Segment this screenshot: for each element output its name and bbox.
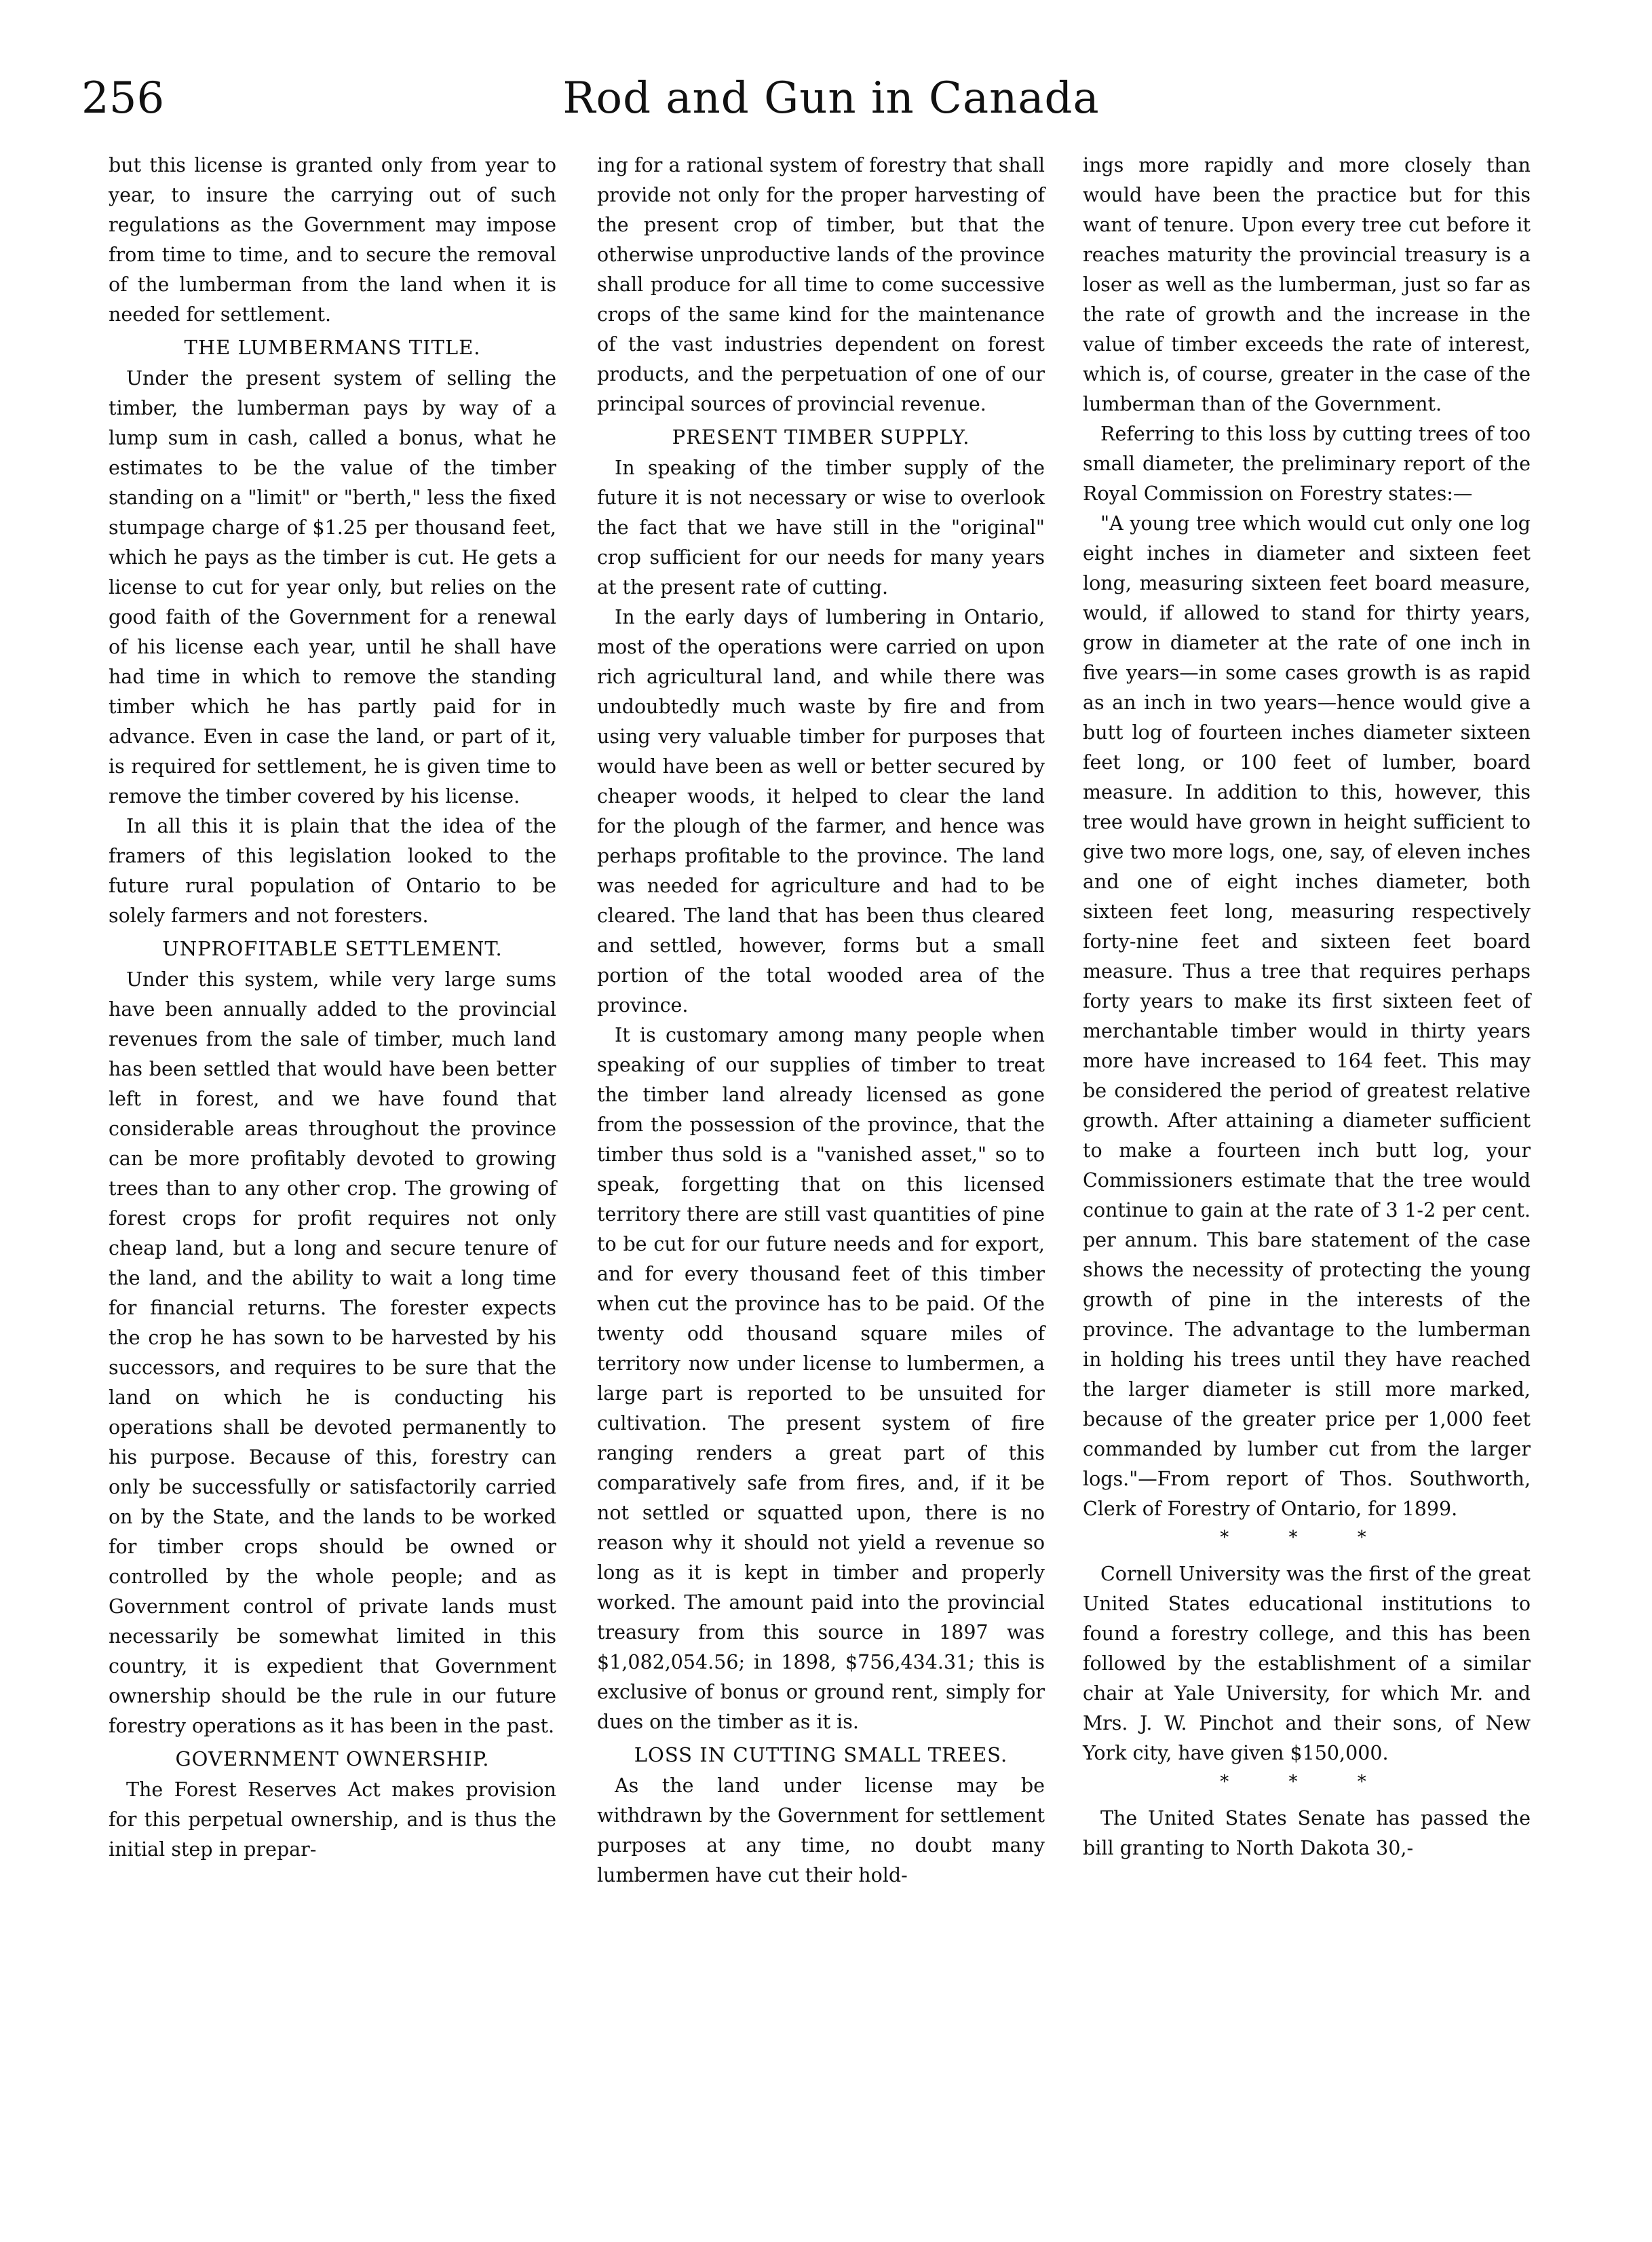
paragraph: Under the present system of selling the timber, the lumberman pays by way of a lump sum in cash, called a bonus, what he estimates to be the value of the timber standing on a "limit" or "berth," less the fixed stumpage charge of $1.25 per thousand feet, which he pays as the timber is cut. He gets a license to cut for year only, but relies on the good faith of the Government for a renewal of his license each year, until he shall have had time in which to remove the standing timber which he has partly paid for in advance. Even in case the land, or part of it, is required for settlement, he is given time to remove the timber covered by his license. — [109, 367, 556, 808]
paragraph: In the early days of lumbering in Ontario, most of the operations were carried on upon rich agricultural land, and while there was undoubtedly much waste by fire and from using very valuable timber for purposes that would have been as well or better secured by cheaper woods, it helped to clear the land for the plough of the farmer, and hence was perhaps profitable to the province. The land was needed for agriculture and had to be cleared. The land that has been thus cleared and settled, however, forms but a small portion of the total wooded area of the province. — [597, 606, 1045, 1016]
section-heading: LOSS IN CUTTING SMALL TREES. — [634, 1743, 1008, 1766]
page-number: 256 — [81, 73, 165, 124]
paragraph: It is customary among many people when speaking of our supplies of timber to treat the timber land already licensed as gone from the possession of the province, that the timber thus sold is a "vanished asset," so to speak, forgetting that on this licensed territory there are still vast quantities of pine to be cut for our future needs and for export, and for every thousand feet of this timber when cut the province has to be paid. Of the twenty odd thousand square miles of territory now under license to lumbermen, a large part is reported to be unsuited for cultivation. The present system of fire ranging renders a great part of this comparatively safe from fires, and, if it be not settled or squatted upon, there is no reason why it should not yield a revenue so long as it is kept in timber and properly worked. The amount paid into the provincial treasury from this source in 1897 was $1,082,054.56; in 1898, $756,434.31; this is exclusive of bonus or ground rent, simply for dues on the timber as it is. — [597, 1024, 1045, 1733]
column-2 — [597, 151, 1045, 1890]
column-3 — [1083, 151, 1531, 1863]
column-1 — [109, 151, 556, 1865]
paragraph: The Forest Reserves Act makes provision for this perpetual ownership, and is thus the initial step in prepar- — [109, 1779, 556, 1861]
paragraph: In all this it is plain that the idea of the framers of this legislation looked to the future rural population of Ontario to be solely farmers and not foresters. — [109, 815, 556, 927]
paragraph: ing for a rational system of forestry that shall provide not only for the proper harvesting of the present crop of timber, but that the otherwise unproductive lands of the province shall produce for all time to come successive crops of the same kind for the maintenance of the vast industries dependent on forest products, and the perpetuation of one of our principal sources of provincial revenue. — [597, 154, 1045, 415]
section-heading: UNPROFITABLE SETTLEMENT. — [162, 937, 503, 960]
paragraph: but this license is granted only from year to year, to insure the carrying out of such regulations as the Government may impose from time to time, and to secure the removal of the lumberman from the land when it is needed for settlement. — [109, 154, 556, 326]
paragraph: ings more rapidly and more closely than would have been the practice but for this want of tenure. Upon every tree cut before it reaches maturity the provincial treasury is a loser as well as the lumberman, just so far as the rate of growth and the increase in the value of timber exceeds the rate of interest, which is, of course, greater in the case of the lumberman than of the Government. — [1083, 154, 1531, 415]
paragraph: The United States Senate has passed the bill granting to North Dakota 30,- — [1083, 1807, 1531, 1859]
paragraph: In speaking of the timber supply of the future it is not necessary or wise to overlook the fact that we have still in the "original" crop sufficient for our needs for many years at the present rate of cutting. — [597, 457, 1045, 598]
section-heading: GOVERNMENT OWNERSHIP. — [175, 1747, 490, 1770]
paragraph: Referring to this loss by cutting trees of too small diameter, the preliminary report of the Royal Commission on Forestry states:— — [1083, 423, 1531, 505]
paragraph: Cornell University was the first of the great United States educational institutions to found a forestry college, and this has been followed by the establishment of a similar chair at Yale University, for which Mr. and Mrs. J. W. Pinchot and their sons, of New York city, have given $150,000. — [1083, 1563, 1531, 1764]
paragraph: As the land under license may be withdrawn by the Government for settlement purposes at any time, no doubt many lumbermen have cut their hold- — [597, 1774, 1045, 1886]
section-heading: THE LUMBERMANS TITLE. — [184, 336, 481, 359]
section-divider-stars: * * * — [1220, 1772, 1394, 1792]
section-heading: PRESENT TIMBER SUPPLY. — [672, 425, 970, 449]
page-header — [61, 68, 1601, 129]
running-title: Rod and Gun in Canada — [562, 73, 1100, 124]
section-divider-stars: * * * — [1220, 1527, 1394, 1548]
paragraph: Under this system, while very large sums have been annually added to the provincial revenues from the sale of timber, much land has been settled that would have been better left in forest, and we have found that considerable areas throughout the province can be more profitably devoted to growing trees than to any other crop. The growing of forest crops for profit requires not only cheap land, but a long and secure tenure of the land, and the ability to wait a long time for financial returns. The forester expects the crop he has sown to be harvested by his successors, and requires to be sure that the land on which he is conducting his operations shall be devoted permanently to his purpose. Because of this, forestry can only be successfully or satisfactorily carried on by the State, and the lands to be worked for timber crops should be owned or controlled by the whole people; and as Government control of private lands must necessarily be somewhat limited in this country, it is expedient that Government ownership should be the rule in our future forestry operations as it has been in the past. — [109, 968, 556, 1737]
paragraph: "A young tree which would cut only one log eight inches in diameter and sixteen feet long, measuring sixteen feet board measure, would, if allowed to stand for thirty years, grow in diameter at the rate of one inch in five years—in some cases growth is as rapid as an inch in two years—hence would give a butt log of fourteen inches diameter sixteen feet long, or 100 feet of lumber, board measure. In addition to this, however, this tree would have grown in height sufficient to give two more logs, one, say, of eleven inches and one of eight inches diameter, both sixteen feet long, measuring respectively forty-nine feet and sixteen feet board measure. Thus a tree that requires perhaps forty years to make its first sixteen feet of merchantable timber would in thirty years more have increased to 164 feet. This may be considered the period of greatest relative growth. After attaining a diameter sufficient to make a fourteen inch butt log, your Commissioners estimate that the tree would continue to gain at the rate of 3 1-2 per cent. per annum. This bare statement of the case shows the necessity of protecting the young growth of pine in the interests of the province. The advantage to the lumberman in holding his trees until they have reached the larger diameter is still more marked, because of the greater price per 1,000 feet commanded by lumber cut from the larger logs."—From report of Thos. Southworth, Clerk of Forestry of Ontario, for 1899. — [1083, 512, 1531, 1520]
